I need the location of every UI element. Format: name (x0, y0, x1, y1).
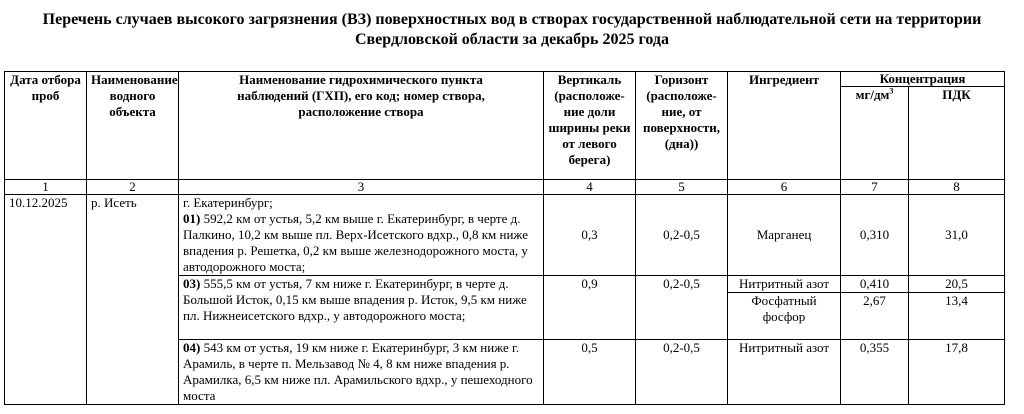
header-concentration: Концентрация (841, 72, 1005, 87)
cell-conc-pdk: 17,8 (909, 340, 1005, 405)
conc-unit-exp: 3 (889, 86, 894, 96)
cell-ingredient: Нитритный азот (728, 276, 841, 293)
gxp-location: 592,2 км от устья, 5,2 км выше г. Екатеринбург, в черте д. Палкино, 10,2 км выше пл. Верх-Исетского вдхр., 0,8 км ниже впадения р. Решетка, 0,2 км выше железнодорожного моста, у автодорожного моста; (183, 211, 528, 274)
header-conc-pdk: ПДК (909, 87, 1005, 180)
header-vertical: Вертикаль (расположе-ние доли ширины реки от левого берега) (544, 72, 636, 180)
header-conc-unit (841, 87, 909, 180)
cell-horizon: 0,2-0,5 (636, 276, 728, 340)
cell-ingredient: Марганец (728, 195, 841, 276)
column-number-6: 6 (728, 180, 841, 195)
column-number-7: 7 (841, 180, 909, 195)
cell-gxp (179, 276, 544, 340)
title-line-1: Перечень случаев высокого загрязнения (ВЗ) поверхностных вод в створах государственной наблюдательной сети на территории (42, 11, 982, 28)
cell-conc-mg-2: 2,67 (841, 293, 909, 340)
header-date: Дата отбора проб (5, 72, 87, 180)
cell-ingredient: Нитритный азот (728, 340, 841, 405)
column-number-2: 2 (87, 180, 179, 195)
cell-date: 10.12.2025 (5, 195, 87, 405)
cell-ingredient-2: Фосфатный фосфор (728, 293, 841, 340)
cell-horizon: 0,2-0,5 (636, 340, 728, 405)
cell-conc-pdk-2: 13,4 (909, 293, 1005, 340)
cell-conc-mg: 0,310 (841, 195, 909, 276)
header-row (5, 72, 1005, 87)
cell-vertical: 0,3 (544, 195, 636, 276)
column-number-5: 5 (636, 180, 728, 195)
cell-conc-pdk: 20,5 (909, 276, 1005, 293)
header-ingredient: Ингредиент (728, 72, 841, 180)
gxp-code: 03) (183, 276, 201, 291)
header-gxp: Наименование гидрохимического пункта наблюдений (ГХП), его код; номер створа, расположение створа (179, 72, 544, 180)
conc-unit-base: мг/дм (855, 87, 890, 102)
cell-conc-mg: 0,410 (841, 276, 909, 293)
cell-conc-mg: 0,355 (841, 340, 909, 405)
cell-conc-pdk: 31,0 (909, 195, 1005, 276)
gxp-location: 543 км от устья, 19 км ниже г. Екатеринбург, 3 км ниже г. Арамиль, в черте п. Мельзавод № 4, 8 км ниже впадения р. Арамилка, 6,5 км ниже пл. Арамильского вдхр., у пешеходного моста (183, 340, 533, 403)
column-number-4: 4 (544, 180, 636, 195)
cell-gxp (179, 340, 544, 405)
gxp-code: 04) (183, 340, 201, 355)
column-number-row (5, 180, 1005, 195)
title-line-2: Свердловской области за декабрь 2025 года (354, 31, 670, 48)
cell-horizon: 0,2-0,5 (636, 195, 728, 276)
table-row (5, 195, 1005, 276)
header-water-body: Наименование водного объекта (87, 72, 179, 180)
cell-vertical: 0,9 (544, 276, 636, 340)
column-number-1: 1 (5, 180, 87, 195)
column-number-3: 3 (179, 180, 544, 195)
cell-gxp (179, 195, 544, 276)
cell-vertical: 0,5 (544, 340, 636, 405)
gxp-code: 01) (183, 211, 201, 226)
pollution-table (4, 71, 1005, 405)
gxp-city: г. Екатеринбург; (183, 195, 273, 210)
column-number-8: 8 (909, 180, 1005, 195)
cell-water-body: р. Исеть (87, 195, 179, 405)
header-horizon: Горизонт (расположе-ние, от поверхности, (дна)) (636, 72, 728, 180)
gxp-location: 555,5 км от устья, 7 км ниже г. Екатеринбург, в черте д. Большой Исток, 0,15 км выше впадения р. Исток, 9,5 км ниже пл. Нижнеисетского вдхр., у автодорожного моста; (183, 276, 527, 323)
document-title (0, 10, 1024, 50)
